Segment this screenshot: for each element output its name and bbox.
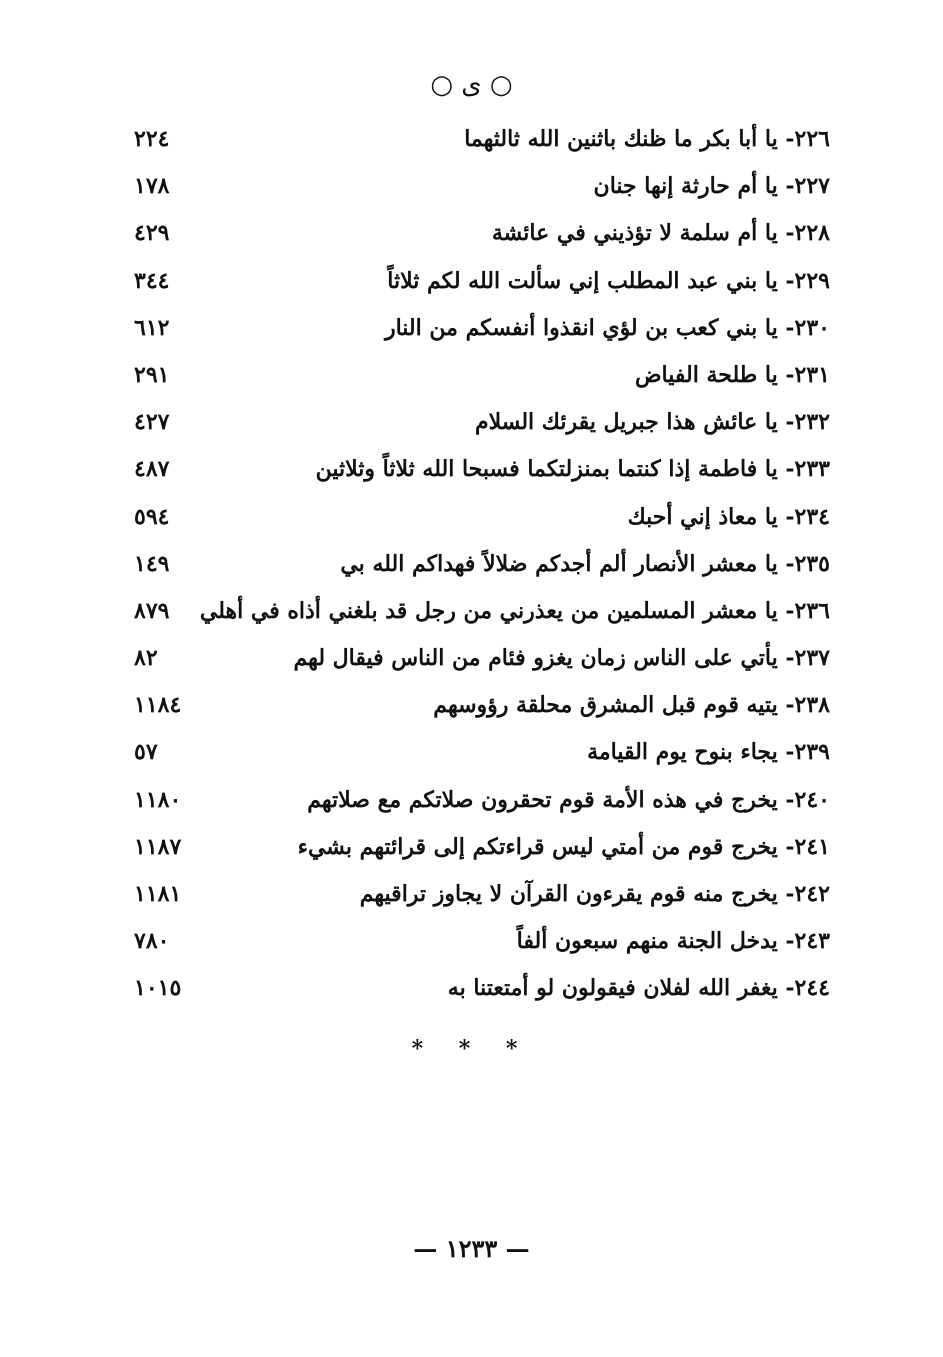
entry-text: ٢٤٠- يخرج في هذه الأمة قوم تحقرون صلاتكم مع صلاتهم bbox=[307, 786, 830, 813]
entry-text: ٢٤٢- يخرج منه قوم يقرءون القرآن لا يجاوز تراقيهم bbox=[359, 881, 830, 907]
entry-page-number: ٤٢٧ bbox=[134, 409, 170, 436]
index-entry bbox=[130, 210, 830, 257]
entry-text: ٢٣٤- يا معاذ إني أحبك bbox=[627, 503, 830, 530]
entry-text: ٢٣٠- يا بني كعب بن لؤي انقذوا أنفسكم من النار bbox=[384, 314, 830, 341]
entry-page-number: ١٠١٥ bbox=[134, 975, 182, 1002]
entry-text: ٢٣١- يا طلحة الفياض bbox=[634, 361, 830, 388]
entry-page-number: ٥٧ bbox=[134, 739, 158, 766]
index-entry bbox=[130, 729, 830, 776]
index-entry bbox=[130, 541, 830, 588]
index-entry bbox=[130, 635, 830, 682]
entry-page-number: ٤٢٩ bbox=[134, 220, 170, 247]
entry-text: ٢٤١- يخرج قوم من أمتي ليس قراءتكم إلى قرائتهم بشيء bbox=[297, 833, 830, 860]
entry-page-number: ٥٩٤ bbox=[134, 503, 170, 530]
entry-text: ٢٣٩- يجاء بنوح يوم القيامة bbox=[587, 739, 830, 766]
entry-text: ٢٣٣- يا فاطمة إذا كنتما بمنزلتكما فسبحا الله ثلاثاً وثلاثين bbox=[315, 456, 830, 483]
index-entry bbox=[130, 258, 830, 305]
entry-text: ٢٢٩- يا بني عبد المطلب إني سألت الله لكم ثلاثاً bbox=[387, 267, 830, 294]
index-entry bbox=[130, 965, 830, 1012]
entry-page-number: ١١٨٠ bbox=[134, 786, 182, 813]
entry-text: ٢٣٨- يتيه قوم قبل المشرق محلقة رؤوسهم bbox=[433, 692, 830, 719]
index-entry bbox=[130, 682, 830, 729]
running-head: ○ ى ○ bbox=[430, 70, 513, 100]
entry-text: ٢٣٥- يا معشر الأنصار ألم أجدكم ضلالاً فهداكم الله بي bbox=[340, 550, 830, 577]
entry-text: ٢٢٦- يا أبا بكر ما ظنك باثنين الله ثالثهما bbox=[464, 126, 830, 152]
entry-text: ٢٣٧- يأتي على الناس زمان يغزو فئام من الناس فيقال لهم bbox=[293, 645, 830, 672]
index-entry bbox=[130, 588, 830, 635]
index-entry bbox=[130, 824, 830, 871]
index-entry bbox=[130, 352, 830, 399]
entry-page-number: ١٧٨ bbox=[134, 173, 170, 200]
entry-text: ٢٢٧- يا أم حارثة إنها جنان bbox=[593, 173, 830, 200]
entry-page-number: ١١٨١ bbox=[134, 881, 182, 907]
section-separator: * * * bbox=[411, 1036, 532, 1062]
index-entry bbox=[130, 116, 830, 163]
entry-page-number: ٨٧٩ bbox=[134, 597, 170, 624]
index-entry bbox=[130, 777, 830, 824]
entry-page-number: ١٤٩ bbox=[134, 550, 170, 577]
entry-page-number: ١١٨٧ bbox=[134, 833, 182, 860]
entry-text: ٢٢٨- يا أم سلمة لا تؤذيني في عائشة bbox=[491, 220, 830, 247]
index-entry bbox=[130, 918, 830, 965]
index-entry bbox=[130, 399, 830, 446]
index-entry bbox=[130, 494, 830, 541]
entry-text: ٢٤٤- يغفر الله لفلان فيقولون لو أمتعتنا به bbox=[447, 975, 830, 1002]
entry-page-number: ٨٢ bbox=[134, 645, 158, 672]
page-number-footer: — ١٢٣٣ — bbox=[413, 1234, 530, 1263]
entry-page-number: ١١٨٤ bbox=[134, 692, 182, 719]
entry-page-number: ٦١٢ bbox=[134, 314, 170, 341]
entry-text: ٢٣٦- يا معشر المسلمين من يعذرني من رجل قد بلغني أذاه في أهلي bbox=[199, 597, 830, 624]
index-entry bbox=[130, 305, 830, 352]
hadith-index-list bbox=[130, 116, 830, 1013]
entry-text: ٢٣٢- يا عائش هذا جبريل يقرئك السلام bbox=[474, 409, 830, 436]
index-entry bbox=[130, 871, 830, 918]
index-entry bbox=[130, 446, 830, 493]
entry-page-number: ٧٨٠ bbox=[134, 928, 170, 955]
entry-page-number: ٤٨٧ bbox=[134, 456, 170, 483]
entry-page-number: ٢٩١ bbox=[134, 361, 170, 388]
entry-page-number: ٢٢٤ bbox=[134, 126, 170, 152]
entry-text: ٢٤٣- يدخل الجنة منهم سبعون ألفاً bbox=[516, 928, 830, 955]
index-entry bbox=[130, 163, 830, 210]
entry-page-number: ٣٤٤ bbox=[134, 267, 170, 294]
